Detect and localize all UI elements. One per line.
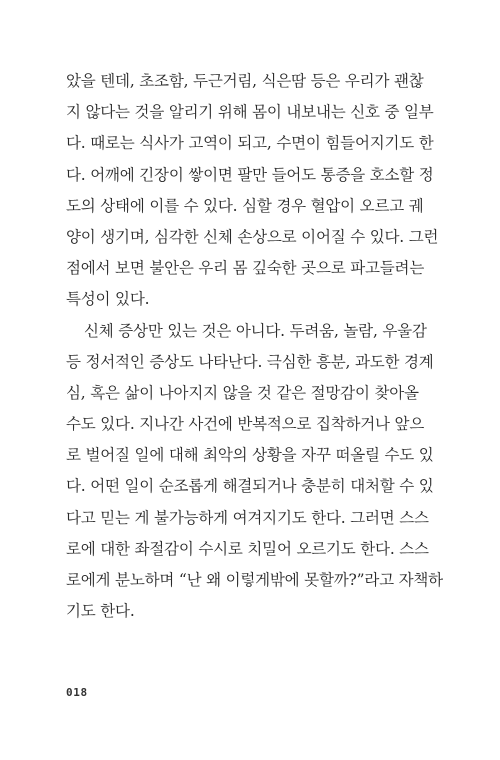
- text-line: 다. 때로는 식사가 고역이 되고, 수면이 힘들어지기도 한: [66, 134, 434, 153]
- text-line: 도의 상태에 이를 수 있다. 심할 경우 혈압이 오르고 궤: [66, 196, 424, 215]
- text-line: 로에게 분노하며 “난 왜 이렇게밖에 못할까?”라고 자책하: [66, 571, 443, 589]
- paragraph-2: [66, 316, 443, 628]
- text-line: 양이 생기며, 심각한 신체 손상으로 이어질 수 있다. 그런: [66, 227, 439, 246]
- text-line: 심, 혹은 삶이 나아지지 않을 것 같은 절망감이 찾아올: [66, 383, 419, 402]
- body-text: [66, 66, 443, 627]
- text-line: 특성이 있다.: [66, 290, 150, 309]
- text-line: 기도 한다.: [66, 602, 135, 621]
- page-number: 018: [66, 686, 88, 699]
- text-line: 다. 어깨에 긴장이 쌓이면 팔만 들어도 통증을 호소할 정: [66, 165, 434, 184]
- paragraph-1: [66, 66, 439, 316]
- text-line: 수도 있다. 지나간 사건에 반복적으로 집착하거나 앞으: [66, 415, 425, 434]
- text-line: 로 벌어질 일에 대해 최악의 상황을 자꾸 떠올릴 수도 있: [66, 446, 434, 465]
- text-line: 지 않다는 것을 알리기 위해 몸이 내보내는 신호 중 일부: [66, 103, 434, 122]
- text-line: 았을 텐데, 초조함, 두근거림, 식은땀 등은 우리가 괜찮: [66, 72, 424, 90]
- text-line: 등 정서적인 증상도 나타난다. 극심한 흥분, 과도한 경계: [66, 352, 434, 371]
- text-line: 신체 증상만 있는 것은 아니다. 두려움, 놀람, 우울감: [84, 321, 427, 340]
- text-line: 다. 어떤 일이 순조롭게 해결되거나 충분히 대처할 수 있: [66, 477, 434, 496]
- text-line: 점에서 보면 불안은 우리 몸 깊숙한 곳으로 파고들려는: [66, 259, 425, 278]
- text-line: 로에 대한 좌절감이 수시로 치밀어 오르기도 한다. 스스: [66, 539, 429, 558]
- text-line: 다고 믿는 게 불가능하게 여겨지기도 한다. 그러면 스스: [66, 508, 429, 527]
